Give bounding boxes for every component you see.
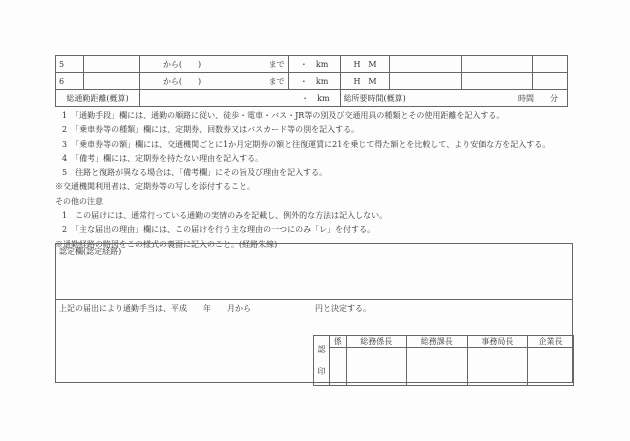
total-distance-label: 総通勤距離(概算): [56, 90, 140, 107]
time-cell[interactable]: H M: [340, 73, 390, 90]
certified-route-label: 認定欄(認定経路): [59, 247, 122, 256]
approval-header: 総務係長: [346, 336, 407, 348]
approval-header: 企業長: [528, 336, 574, 348]
seal-cell[interactable]: [346, 348, 407, 386]
note-item: 1 「通勤手段」欄には、通勤の順路に従い、徒歩・電車・バス・JR等の別及び交通用具の種類とその使用距離を記入する。: [62, 111, 505, 120]
seal-cell[interactable]: [528, 348, 574, 386]
seal-cell[interactable]: [330, 348, 347, 386]
note-item: 5 往路と復路が異なる場合は、「備考欄」にその旨及び理由を記入する。: [62, 168, 328, 178]
certification-box: [55, 243, 573, 383]
approval-seal-table: [313, 335, 574, 386]
total-distance-value[interactable]: ・ km: [139, 90, 340, 107]
time-cell[interactable]: H M: [340, 56, 390, 73]
from-label: から( ): [162, 59, 202, 69]
means-cell[interactable]: [83, 56, 139, 73]
seal-label: 認 印: [314, 336, 330, 386]
to-label: まで: [268, 76, 285, 86]
remarks-cell[interactable]: [533, 56, 568, 73]
row-number: 5: [56, 56, 84, 73]
distance-cell[interactable]: ・ km: [288, 56, 340, 73]
other-notes-heading: その他の注意: [55, 196, 103, 206]
remarks-cell[interactable]: [533, 73, 568, 90]
note-item: 3 「乗車券等の額」欄には、交通機関ごとに1か月定期券の額と往復運賃に21を乗じて得た額とを比較して、より安価な方を記入する。: [62, 139, 551, 149]
total-time[interactable]: [340, 90, 567, 107]
route-table: [55, 55, 568, 107]
seal-cell[interactable]: [407, 348, 468, 386]
other-note-item: 2 「主な届出の理由」欄には、この届けを行う主な理由の一つにのみ「レ」を付する。: [62, 225, 376, 235]
note-attach: ※交通機関利用者は、定期券等の写しを添付すること。: [55, 182, 255, 192]
approval-header: 係: [330, 336, 347, 348]
other-note-item: 1 この届けには、通常行っている通勤の実情のみを記載し、例外的な方法は記入しない。: [62, 211, 388, 221]
approval-header: 事務局長: [467, 336, 528, 348]
section-cell[interactable]: [139, 56, 288, 73]
total-time-unit: 時間 分: [518, 93, 558, 103]
to-label: まで: [268, 59, 285, 69]
ticket-amount-cell[interactable]: [462, 73, 533, 90]
means-cell[interactable]: [83, 73, 139, 90]
row-number: 6: [56, 73, 84, 90]
table-row: [56, 56, 568, 73]
note-map: ※通勤経路の略図をこの様式の裏面に記入のこと。(経路朱線): [55, 239, 278, 249]
decision-text: 上記の届出により通勤手当は、平成 年 月から 円と決定する。: [59, 304, 371, 313]
totals-row: [56, 90, 568, 107]
notes-section: [55, 109, 550, 252]
ticket-type-cell[interactable]: [390, 73, 462, 90]
approval-header: 総務課長: [407, 336, 468, 348]
table-row: [56, 73, 568, 90]
seal-cell[interactable]: [467, 348, 528, 386]
divider: [56, 299, 572, 300]
total-time-label: 総所要時間(概算): [343, 93, 406, 103]
from-label: から( ): [162, 76, 202, 86]
ticket-type-cell[interactable]: [390, 56, 462, 73]
distance-cell[interactable]: ・ km: [288, 73, 340, 90]
note-item: 4 「備考」欄には、定期券を持たない理由を記入する。: [62, 153, 264, 163]
note-item: 2 「乗車券等の種類」欄には、定期券、回数券又はバスカード等の別を記入する。: [62, 125, 360, 135]
ticket-amount-cell[interactable]: [462, 56, 533, 73]
section-cell[interactable]: [139, 73, 288, 90]
